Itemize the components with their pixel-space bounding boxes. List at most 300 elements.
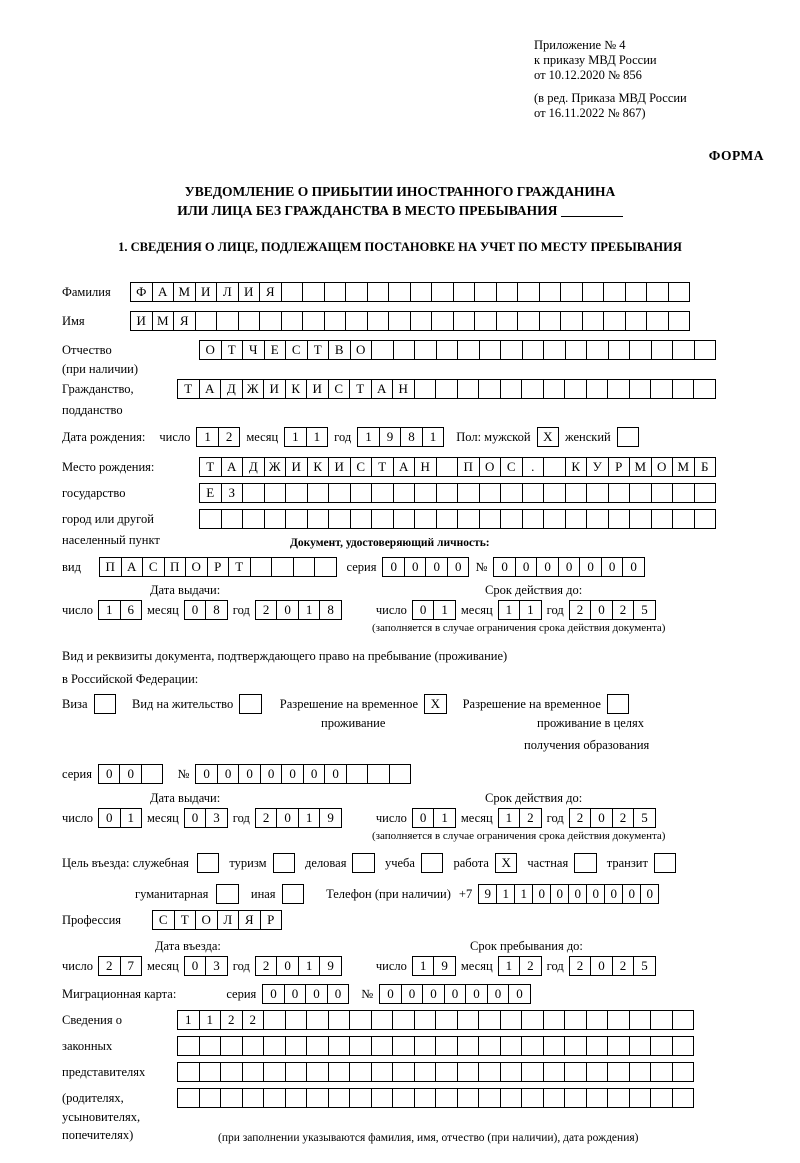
- form-cell[interactable]: [496, 282, 519, 302]
- form-cell[interactable]: А: [152, 282, 175, 302]
- migration-series-input[interactable]: [262, 984, 349, 1004]
- purpose-tourism-checkbox[interactable]: [273, 853, 296, 873]
- form-cell[interactable]: 2: [569, 600, 592, 620]
- form-cell[interactable]: [436, 509, 459, 529]
- form-cell[interactable]: [435, 1062, 458, 1082]
- form-cell[interactable]: 2: [255, 600, 278, 620]
- entry-year-input[interactable]: [255, 956, 342, 976]
- form-cell[interactable]: П: [164, 557, 187, 577]
- form-cell[interactable]: [672, 1062, 695, 1082]
- form-cell[interactable]: 6: [120, 600, 143, 620]
- form-cell[interactable]: [324, 282, 347, 302]
- form-cell[interactable]: [263, 1036, 286, 1056]
- form-cell[interactable]: Н: [414, 457, 437, 477]
- purpose-other-checkbox[interactable]: [282, 884, 305, 904]
- form-cell[interactable]: [521, 1062, 544, 1082]
- form-cell[interactable]: [500, 1062, 523, 1082]
- form-cell[interactable]: [410, 282, 433, 302]
- form-cell[interactable]: [410, 311, 433, 331]
- form-cell[interactable]: [436, 483, 459, 503]
- form-cell[interactable]: 0: [536, 557, 559, 577]
- form-cell[interactable]: [371, 1088, 394, 1108]
- form-cell[interactable]: [392, 1036, 415, 1056]
- form-cell[interactable]: Ч: [242, 340, 265, 360]
- form-cell[interactable]: [564, 1062, 587, 1082]
- legal-rep-input-2[interactable]: [177, 1036, 694, 1056]
- form-cell[interactable]: [302, 282, 325, 302]
- form-cell[interactable]: 1: [120, 808, 143, 828]
- form-cell[interactable]: [543, 379, 566, 399]
- form-cell[interactable]: 0: [515, 557, 538, 577]
- form-cell[interactable]: [603, 282, 626, 302]
- form-cell[interactable]: [521, 1088, 544, 1108]
- form-cell[interactable]: [263, 1088, 286, 1108]
- form-cell[interactable]: 0: [276, 956, 299, 976]
- form-cell[interactable]: [393, 509, 416, 529]
- stay-until-day-input[interactable]: [412, 956, 456, 976]
- form-cell[interactable]: Ж: [242, 379, 265, 399]
- id-issue-day-input[interactable]: [98, 600, 142, 620]
- form-cell[interactable]: 0: [281, 764, 304, 784]
- form-cell[interactable]: [285, 1010, 308, 1030]
- form-cell[interactable]: [522, 509, 545, 529]
- birth-place-input-1[interactable]: [199, 457, 716, 477]
- form-cell[interactable]: 0: [412, 808, 435, 828]
- form-cell[interactable]: 2: [519, 808, 542, 828]
- form-cell[interactable]: [608, 340, 631, 360]
- form-cell[interactable]: [629, 1088, 652, 1108]
- form-cell[interactable]: [543, 1088, 566, 1108]
- form-cell[interactable]: 2: [218, 427, 241, 447]
- form-cell[interactable]: [457, 509, 480, 529]
- form-cell[interactable]: 8: [205, 600, 228, 620]
- form-cell[interactable]: [242, 1036, 265, 1056]
- form-cell[interactable]: [478, 1010, 501, 1030]
- form-cell[interactable]: [349, 1088, 372, 1108]
- form-cell[interactable]: 1: [498, 808, 521, 828]
- form-cell[interactable]: [651, 340, 674, 360]
- form-cell[interactable]: [195, 311, 218, 331]
- form-cell[interactable]: [651, 483, 674, 503]
- id-valid-year-input[interactable]: [569, 600, 656, 620]
- form-cell[interactable]: [478, 1036, 501, 1056]
- form-cell[interactable]: [539, 311, 562, 331]
- form-cell[interactable]: Т: [371, 457, 394, 477]
- form-cell[interactable]: [220, 1036, 243, 1056]
- form-cell[interactable]: [242, 1088, 265, 1108]
- form-cell[interactable]: [625, 311, 648, 331]
- form-cell[interactable]: 0: [260, 764, 283, 784]
- form-cell[interactable]: [264, 483, 287, 503]
- form-cell[interactable]: [199, 1036, 222, 1056]
- form-cell[interactable]: И: [328, 457, 351, 477]
- form-cell[interactable]: 0: [401, 984, 424, 1004]
- form-cell[interactable]: 8: [400, 427, 423, 447]
- stay-number-input[interactable]: [195, 764, 411, 784]
- purpose-humanitarian-checkbox[interactable]: [216, 884, 239, 904]
- form-cell[interactable]: [564, 379, 587, 399]
- form-cell[interactable]: 0: [447, 557, 470, 577]
- form-cell[interactable]: Д: [242, 457, 265, 477]
- form-cell[interactable]: [367, 311, 390, 331]
- form-cell[interactable]: [306, 1036, 329, 1056]
- form-cell[interactable]: 0: [487, 984, 510, 1004]
- form-cell[interactable]: 2: [612, 600, 635, 620]
- form-cell[interactable]: [629, 379, 652, 399]
- form-cell[interactable]: [500, 1010, 523, 1030]
- form-cell[interactable]: [220, 1062, 243, 1082]
- form-cell[interactable]: [371, 1036, 394, 1056]
- form-cell[interactable]: Л: [217, 910, 240, 930]
- form-cell[interactable]: 0: [601, 557, 624, 577]
- form-cell[interactable]: [672, 1036, 695, 1056]
- form-cell[interactable]: 2: [569, 808, 592, 828]
- form-cell[interactable]: [414, 340, 437, 360]
- form-cell[interactable]: [349, 1036, 372, 1056]
- phone-input[interactable]: [478, 884, 659, 904]
- form-cell[interactable]: 2: [98, 956, 121, 976]
- id-issue-year-input[interactable]: [255, 600, 342, 620]
- stay-valid-month-input[interactable]: [498, 808, 542, 828]
- stay-until-year-input[interactable]: [569, 956, 656, 976]
- form-cell[interactable]: [435, 1010, 458, 1030]
- form-cell[interactable]: [586, 1010, 609, 1030]
- form-cell[interactable]: [293, 557, 316, 577]
- form-cell[interactable]: Т: [228, 557, 251, 577]
- form-cell[interactable]: 5: [633, 956, 656, 976]
- form-cell[interactable]: 0: [558, 557, 581, 577]
- form-cell[interactable]: [177, 1088, 200, 1108]
- purpose-private-checkbox[interactable]: [574, 853, 597, 873]
- form-cell[interactable]: [281, 282, 304, 302]
- legal-rep-input-4[interactable]: [177, 1088, 694, 1108]
- form-cell[interactable]: Ф: [130, 282, 153, 302]
- form-cell[interactable]: З: [221, 483, 244, 503]
- form-cell[interactable]: 0: [276, 808, 299, 828]
- form-cell[interactable]: [565, 509, 588, 529]
- form-cell[interactable]: 2: [569, 956, 592, 976]
- form-cell[interactable]: [650, 1062, 673, 1082]
- form-cell[interactable]: [389, 764, 412, 784]
- form-cell[interactable]: 2: [220, 1010, 243, 1030]
- form-cell[interactable]: 0: [276, 600, 299, 620]
- form-cell[interactable]: 1: [433, 600, 456, 620]
- form-cell[interactable]: [543, 1036, 566, 1056]
- form-cell[interactable]: 1: [514, 884, 533, 904]
- form-cell[interactable]: [371, 340, 394, 360]
- form-cell[interactable]: М: [629, 457, 652, 477]
- form-cell[interactable]: [522, 340, 545, 360]
- profession-input[interactable]: [152, 910, 282, 930]
- form-cell[interactable]: К: [565, 457, 588, 477]
- form-cell[interactable]: [478, 1088, 501, 1108]
- form-cell[interactable]: 9: [319, 808, 342, 828]
- form-cell[interactable]: [564, 1010, 587, 1030]
- form-cell[interactable]: [539, 282, 562, 302]
- form-cell[interactable]: 1: [284, 427, 307, 447]
- form-cell[interactable]: А: [393, 457, 416, 477]
- form-cell[interactable]: С: [350, 457, 373, 477]
- form-cell[interactable]: [500, 1088, 523, 1108]
- form-cell[interactable]: [586, 483, 609, 503]
- form-cell[interactable]: [177, 1036, 200, 1056]
- form-cell[interactable]: [629, 340, 652, 360]
- form-cell[interactable]: [242, 483, 265, 503]
- form-cell[interactable]: [522, 483, 545, 503]
- form-cell[interactable]: 0: [305, 984, 328, 1004]
- form-cell[interactable]: [586, 1062, 609, 1082]
- entry-day-input[interactable]: [98, 956, 142, 976]
- form-cell[interactable]: [435, 1036, 458, 1056]
- form-cell[interactable]: [479, 483, 502, 503]
- form-cell[interactable]: 0: [532, 884, 551, 904]
- form-cell[interactable]: К: [307, 457, 330, 477]
- form-cell[interactable]: [668, 311, 691, 331]
- id-valid-month-input[interactable]: [498, 600, 542, 620]
- form-cell[interactable]: [328, 1088, 351, 1108]
- birth-month-input[interactable]: [284, 427, 328, 447]
- form-cell[interactable]: 0: [444, 984, 467, 1004]
- form-cell[interactable]: [629, 1062, 652, 1082]
- form-cell[interactable]: Р: [608, 457, 631, 477]
- stay-valid-day-input[interactable]: [412, 808, 456, 828]
- form-cell[interactable]: 0: [184, 808, 207, 828]
- form-cell[interactable]: [388, 282, 411, 302]
- form-cell[interactable]: [242, 1062, 265, 1082]
- form-cell[interactable]: А: [221, 457, 244, 477]
- form-cell[interactable]: 0: [284, 984, 307, 1004]
- purpose-service-checkbox[interactable]: [197, 853, 220, 873]
- form-cell[interactable]: [457, 1036, 480, 1056]
- form-cell[interactable]: 9: [319, 956, 342, 976]
- form-cell[interactable]: 1: [519, 600, 542, 620]
- stay-series-input[interactable]: [98, 764, 164, 784]
- sex-male-checkbox[interactable]: X: [537, 427, 560, 447]
- form-cell[interactable]: [694, 483, 717, 503]
- form-cell[interactable]: [414, 1062, 437, 1082]
- form-cell[interactable]: [392, 1088, 415, 1108]
- stay-issue-day-input[interactable]: [98, 808, 142, 828]
- form-cell[interactable]: П: [457, 457, 480, 477]
- stay-issue-year-input[interactable]: [255, 808, 342, 828]
- stay-issue-month-input[interactable]: [184, 808, 228, 828]
- form-cell[interactable]: В: [328, 340, 351, 360]
- form-cell[interactable]: А: [199, 379, 222, 399]
- form-cell[interactable]: 0: [508, 984, 531, 1004]
- form-cell[interactable]: О: [199, 340, 222, 360]
- form-cell[interactable]: [324, 311, 347, 331]
- form-cell[interactable]: [517, 311, 540, 331]
- form-cell[interactable]: И: [285, 457, 308, 477]
- form-cell[interactable]: [586, 1036, 609, 1056]
- form-cell[interactable]: 1: [306, 427, 329, 447]
- form-cell[interactable]: [238, 311, 261, 331]
- form-cell[interactable]: 0: [98, 764, 121, 784]
- form-cell[interactable]: [367, 764, 390, 784]
- form-cell[interactable]: [307, 483, 330, 503]
- birth-day-input[interactable]: [196, 427, 240, 447]
- form-cell[interactable]: 0: [590, 956, 613, 976]
- form-cell[interactable]: 0: [184, 600, 207, 620]
- form-cell[interactable]: [608, 483, 631, 503]
- form-cell[interactable]: [543, 1062, 566, 1082]
- form-cell[interactable]: [306, 1062, 329, 1082]
- form-cell[interactable]: Т: [174, 910, 197, 930]
- form-cell[interactable]: 2: [612, 808, 635, 828]
- form-cell[interactable]: [271, 557, 294, 577]
- form-cell[interactable]: [436, 457, 459, 477]
- form-cell[interactable]: О: [651, 457, 674, 477]
- form-cell[interactable]: [586, 379, 609, 399]
- form-cell[interactable]: 0: [579, 557, 602, 577]
- form-cell[interactable]: 0: [184, 956, 207, 976]
- form-cell[interactable]: [646, 282, 669, 302]
- form-cell[interactable]: [500, 1036, 523, 1056]
- form-cell[interactable]: [436, 340, 459, 360]
- form-cell[interactable]: К: [285, 379, 308, 399]
- form-cell[interactable]: [414, 1088, 437, 1108]
- form-cell[interactable]: Р: [260, 910, 283, 930]
- form-cell[interactable]: 0: [622, 557, 645, 577]
- form-cell[interactable]: 2: [242, 1010, 265, 1030]
- form-cell[interactable]: [586, 509, 609, 529]
- birth-place-input-2[interactable]: [199, 483, 716, 503]
- form-cell[interactable]: [414, 1036, 437, 1056]
- form-cell[interactable]: [629, 483, 652, 503]
- form-cell[interactable]: Т: [199, 457, 222, 477]
- form-cell[interactable]: [607, 1010, 630, 1030]
- form-cell[interactable]: Л: [216, 282, 239, 302]
- form-cell[interactable]: Т: [177, 379, 200, 399]
- form-cell[interactable]: 0: [379, 984, 402, 1004]
- form-cell[interactable]: [672, 379, 695, 399]
- form-cell[interactable]: [457, 1062, 480, 1082]
- form-cell[interactable]: [457, 1088, 480, 1108]
- form-cell[interactable]: [314, 557, 337, 577]
- form-cell[interactable]: [302, 311, 325, 331]
- form-cell[interactable]: 0: [324, 764, 347, 784]
- form-cell[interactable]: [328, 1062, 351, 1082]
- form-cell[interactable]: Т: [221, 340, 244, 360]
- form-cell[interactable]: [221, 509, 244, 529]
- id-issue-month-input[interactable]: [184, 600, 228, 620]
- form-cell[interactable]: [371, 483, 394, 503]
- form-cell[interactable]: [693, 379, 716, 399]
- form-cell[interactable]: [285, 483, 308, 503]
- form-cell[interactable]: [349, 1010, 372, 1030]
- form-cell[interactable]: [371, 1062, 394, 1082]
- form-cell[interactable]: О: [185, 557, 208, 577]
- birth-place-input-3[interactable]: [199, 509, 716, 529]
- purpose-study-checkbox[interactable]: [421, 853, 444, 873]
- form-cell[interactable]: [629, 1010, 652, 1030]
- form-cell[interactable]: [608, 509, 631, 529]
- form-cell[interactable]: И: [238, 282, 261, 302]
- visa-checkbox[interactable]: [94, 694, 117, 714]
- form-cell[interactable]: [141, 764, 164, 784]
- form-cell[interactable]: [672, 509, 695, 529]
- form-cell[interactable]: 0: [422, 984, 445, 1004]
- form-cell[interactable]: 1: [196, 427, 219, 447]
- form-cell[interactable]: [263, 1062, 286, 1082]
- form-cell[interactable]: [199, 1088, 222, 1108]
- form-cell[interactable]: О: [350, 340, 373, 360]
- form-cell[interactable]: [414, 1010, 437, 1030]
- legal-rep-input-1[interactable]: [177, 1010, 694, 1030]
- form-cell[interactable]: 0: [604, 884, 623, 904]
- form-cell[interactable]: 1: [177, 1010, 200, 1030]
- form-cell[interactable]: [328, 509, 351, 529]
- form-cell[interactable]: [694, 509, 717, 529]
- form-cell[interactable]: [521, 1036, 544, 1056]
- form-cell[interactable]: 9: [379, 427, 402, 447]
- form-cell[interactable]: [646, 311, 669, 331]
- form-cell[interactable]: 1: [433, 808, 456, 828]
- form-cell[interactable]: [479, 340, 502, 360]
- form-cell[interactable]: 0: [590, 600, 613, 620]
- form-cell[interactable]: [285, 1062, 308, 1082]
- form-cell[interactable]: [457, 379, 480, 399]
- form-cell[interactable]: [586, 1088, 609, 1108]
- edu-residence-checkbox[interactable]: [607, 694, 630, 714]
- stay-until-month-input[interactable]: [498, 956, 542, 976]
- form-cell[interactable]: 3: [205, 808, 228, 828]
- form-cell[interactable]: [500, 340, 523, 360]
- form-cell[interactable]: [285, 509, 308, 529]
- form-cell[interactable]: [651, 509, 674, 529]
- form-cell[interactable]: [607, 1062, 630, 1082]
- form-cell[interactable]: [259, 311, 282, 331]
- form-cell[interactable]: Н: [392, 379, 415, 399]
- form-cell[interactable]: [457, 483, 480, 503]
- form-cell[interactable]: Д: [220, 379, 243, 399]
- form-cell[interactable]: [393, 483, 416, 503]
- form-cell[interactable]: [306, 1010, 329, 1030]
- form-cell[interactable]: [517, 282, 540, 302]
- form-cell[interactable]: [285, 1036, 308, 1056]
- form-cell[interactable]: [603, 311, 626, 331]
- form-cell[interactable]: 0: [119, 764, 142, 784]
- form-cell[interactable]: 0: [195, 764, 218, 784]
- form-cell[interactable]: 1: [496, 884, 515, 904]
- form-cell[interactable]: [478, 379, 501, 399]
- form-cell[interactable]: И: [306, 379, 329, 399]
- form-cell[interactable]: Ж: [264, 457, 287, 477]
- form-cell[interactable]: [457, 1010, 480, 1030]
- form-cell[interactable]: [371, 1010, 394, 1030]
- form-cell[interactable]: [392, 1010, 415, 1030]
- id-doc-kind-input[interactable]: [99, 557, 337, 577]
- birth-year-input[interactable]: [357, 427, 444, 447]
- form-cell[interactable]: 9: [433, 956, 456, 976]
- form-cell[interactable]: [414, 379, 437, 399]
- form-cell[interactable]: [328, 1036, 351, 1056]
- form-cell[interactable]: 8: [319, 600, 342, 620]
- form-cell[interactable]: А: [121, 557, 144, 577]
- form-cell[interactable]: [371, 509, 394, 529]
- form-cell[interactable]: [328, 1010, 351, 1030]
- form-cell[interactable]: 0: [404, 557, 427, 577]
- form-cell[interactable]: 0: [217, 764, 240, 784]
- form-cell[interactable]: [543, 457, 566, 477]
- form-cell[interactable]: [346, 764, 369, 784]
- purpose-work-checkbox[interactable]: X: [495, 853, 518, 873]
- id-valid-day-input[interactable]: [412, 600, 456, 620]
- stay-valid-year-input[interactable]: [569, 808, 656, 828]
- form-cell[interactable]: [345, 282, 368, 302]
- form-cell[interactable]: Я: [259, 282, 282, 302]
- form-cell[interactable]: 7: [120, 956, 143, 976]
